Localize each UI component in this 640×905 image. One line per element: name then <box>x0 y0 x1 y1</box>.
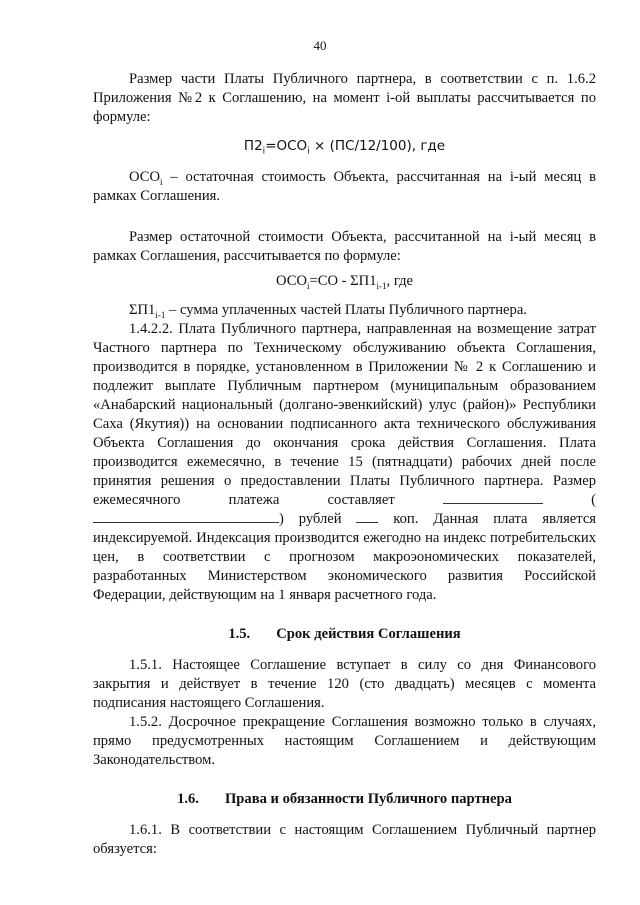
paragraph-1-5-1: 1.5.1. Настоящее Соглашение вступает в силу со дня Финансового закрытия и действует в течение 120 (сто двадцать) месяцев с момента подписания настоящего Соглашения. <box>93 657 596 711</box>
formula-oso-b-sub: i-1 <box>376 280 387 291</box>
formula-oso-a-sub: i <box>307 280 310 291</box>
kopecks-blank <box>356 510 378 523</box>
sum-text: – сумма уплаченных частей Платы Публичного партнера. <box>165 302 527 318</box>
section-1-6-title: Права и обязанности Публичного партнера <box>224 791 512 807</box>
page-content <box>93 70 596 859</box>
formula-oso <box>93 272 596 291</box>
formula-p2-lhs-sub: i <box>262 146 266 157</box>
paragraph-residual-value: Размер остаточной стоимости Объекта, рассчитанной на i-ый месяц в рамках Соглашения, рассчитывается по формуле: <box>93 229 596 264</box>
formula-oso-c: , где <box>386 273 413 289</box>
open-paren: ( <box>542 492 596 508</box>
paragraph-oso-definition <box>93 168 596 206</box>
section-heading-1-6 <box>93 790 596 809</box>
oso-term-sub: i <box>160 176 163 187</box>
section-heading-1-5 <box>93 625 596 644</box>
sum-term-sub: i-1 <box>155 309 166 320</box>
paragraph-1-6-1: 1.6.1. В соответствии с настоящим Соглашением Публичный партнер обязуется: <box>93 822 596 857</box>
formula-oso-a: ОСО <box>276 273 307 289</box>
formula-oso-b: =СО - ΣП1 <box>309 273 377 289</box>
rubles-text: ) рублей <box>279 511 357 527</box>
amount-blank <box>443 491 543 504</box>
section-1-6-number: 1.6. <box>177 791 199 807</box>
kopecks-text: коп. Данная плата является индексируемой. Индексация производится ежегодно на индекс потребительских цен, в соответствии с прогнозом макроэономических показателей, разработанных Министерством экономического развития Российской Федерации, действующим на 1 января расчетного года. <box>93 511 597 603</box>
oso-term: ОСО <box>129 169 160 185</box>
paragraph-sum-definition <box>93 301 596 320</box>
amount-words-blank <box>93 510 279 523</box>
formula-p2-mid-sub: i <box>307 146 310 157</box>
page-number: 40 <box>313 38 327 53</box>
paragraph-1-5-2: 1.5.2. Досрочное прекращение Соглашения возможно только в случаях, прямо предусмотренных настоящим Соглашением и действующим Законодательством. <box>93 714 596 768</box>
sum-term: ΣП1 <box>129 302 156 318</box>
paragraph-1-4-2-2 <box>93 320 596 605</box>
clause-1-4-2-2-main: 1.4.2.2. Плата Публичного партнера, направленная на возмещение затрат Частного партнера по Техническому обслуживанию объекта Соглашения, производится в порядке, установленном в Приложении № 2 к Соглашению и подлежит выплате Публичным партнером (муниципальным образованием «Анабарский национальный (долгано-эвенкийский) улус (район)» Республики Саха (Якутия)) на основании подписанного акта технического обслуживания Объекта Соглашения до окончания срока действия Соглашения. Плата производится ежемесячно, в течение 15 (пятнадцати) рабочих дней после принятия решения о предоставлении Платы Публичного партнера. Размер ежемесячного платежа составляет <box>93 321 596 508</box>
paragraph-part-size: Размер части Платы Публичного партнера, в соответствии с п. 1.6.2 Приложения №2 к Соглашению, на момент i-ой выплаты рассчитывается по формуле: <box>93 71 596 125</box>
formula-p2-lhs: П2 <box>243 138 263 154</box>
formula-p2-mid: =ОСО <box>265 138 308 154</box>
oso-text: – остаточная стоимость Объекта, рассчитанная на i-ый месяц в рамках Соглашения. <box>93 169 596 204</box>
section-1-5-title: Срок действия Соглашения <box>276 626 461 642</box>
formula-p2 <box>93 137 596 156</box>
section-1-5-number: 1.5. <box>228 626 251 642</box>
formula-p2-rest: × (ПС/12/100), где <box>309 138 446 154</box>
